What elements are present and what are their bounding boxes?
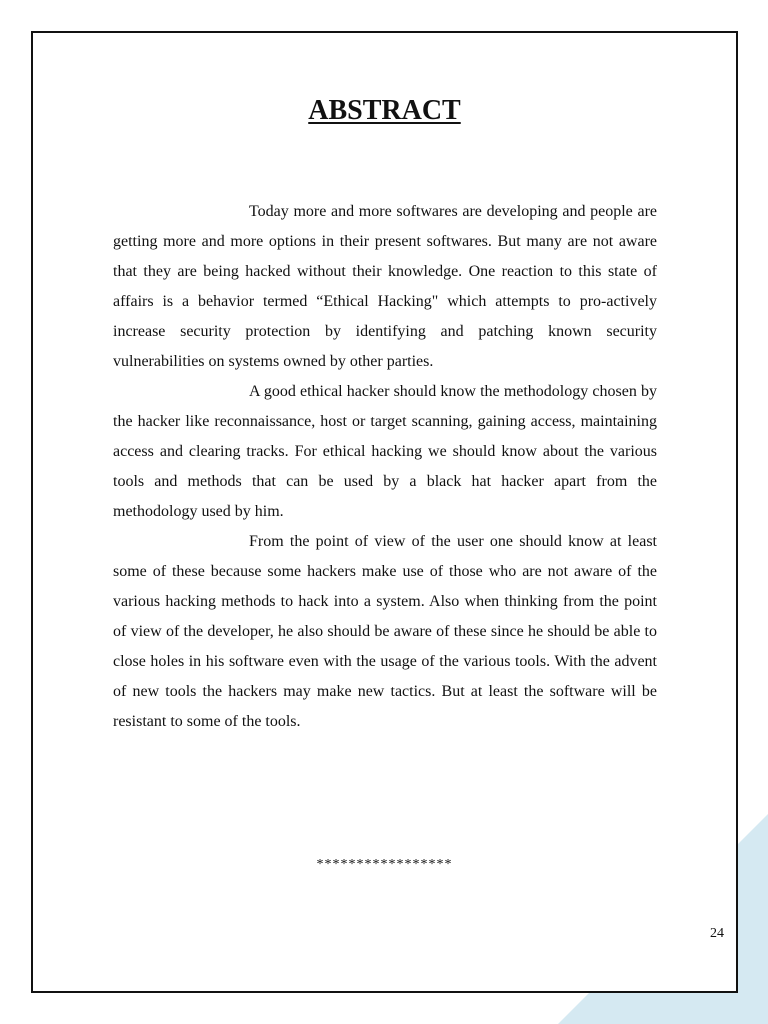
- page-title: ABSTRACT: [308, 95, 461, 126]
- page-frame: [31, 31, 738, 993]
- abstract-paragraph-3: From the point of view of the user one should know at least some of these because some hackers make use of those who are not aware of the various hacking methods to hack into a system. Also when thinking from the point of view of the developer, he also should be aware of these since he should be able to close holes in his software even with the usage of the various tools. With the advent of new tools the hackers may make new tactics. But at least the software will be resistant to some of the tools.: [113, 533, 657, 730]
- abstract-body: [113, 197, 657, 737]
- page-number: 24: [710, 926, 724, 941]
- abstract-paragraph-1: Today more and more softwares are developing and people are getting more and more options in their present softwares. But many are not aware that they are being hacked without their knowledge. One reaction to this state of affairs is a behavior termed “Ethical Hacking" which attempts to pro-actively increase security protection by identifying and patching known security vulnerabilities on systems owned by other parties.: [113, 203, 657, 370]
- abstract-paragraph-2: A good ethical hacker should know the methodology chosen by the hacker like reconnaissance, host or target scanning, gaining access, maintaining access and clearing tracks. For ethical hacking we should know about the various tools and methods that can be used by a black hat hacker apart from the methodology used by him.: [113, 383, 657, 520]
- section-separator: *****************: [316, 857, 453, 872]
